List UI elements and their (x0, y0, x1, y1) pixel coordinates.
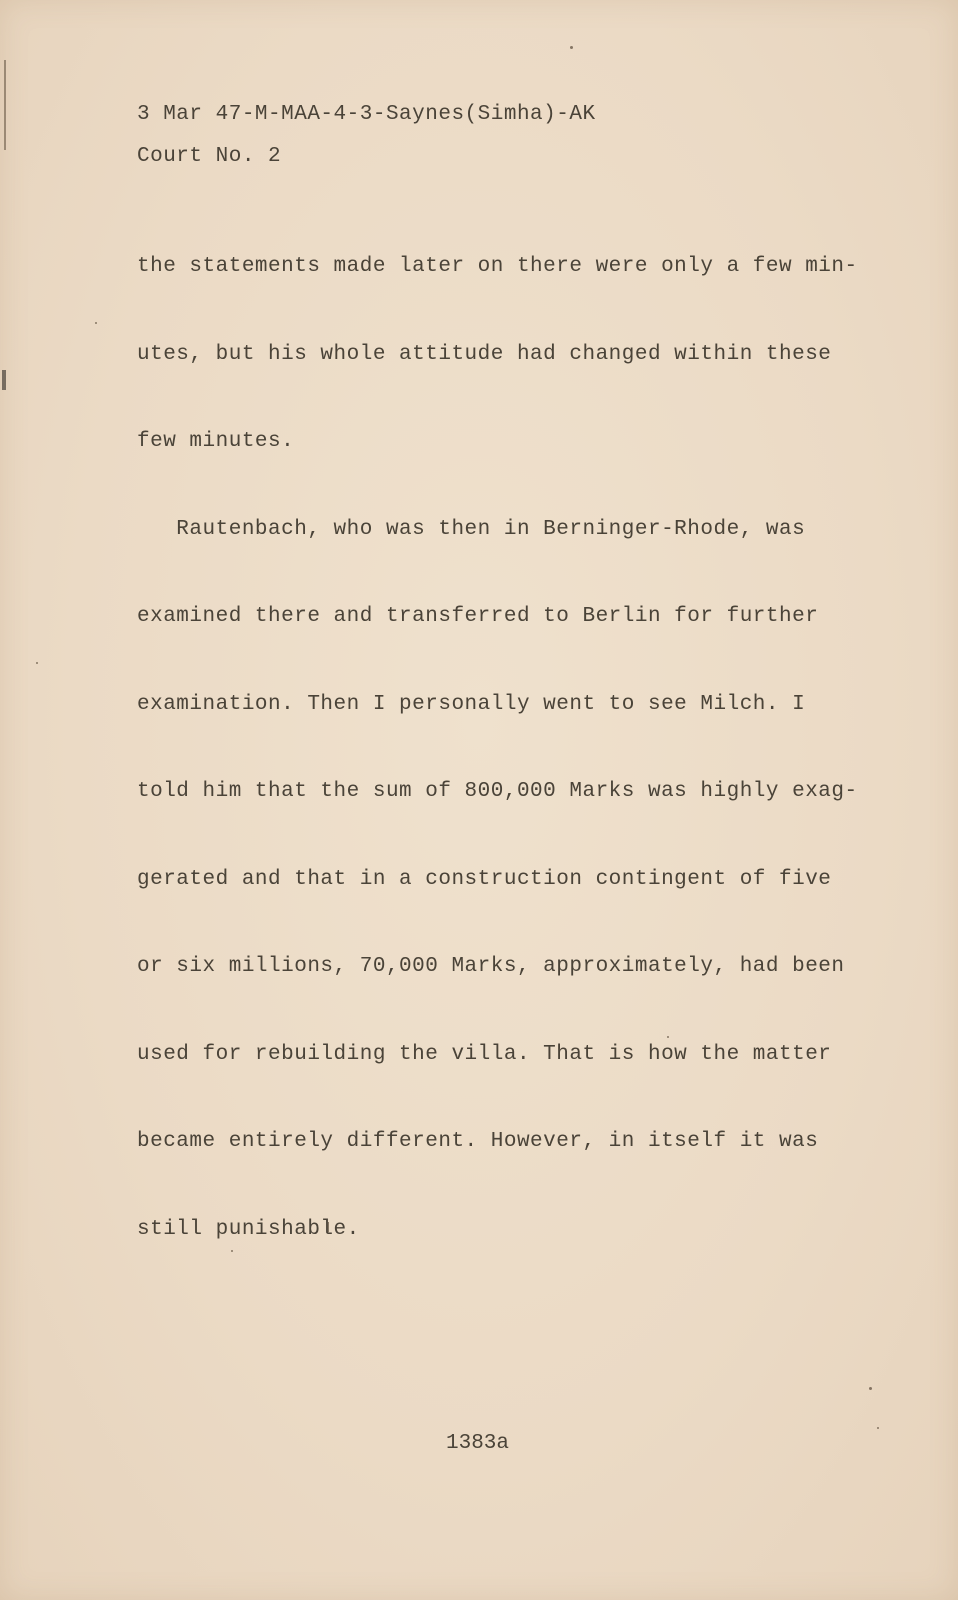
transcript-body (137, 200, 858, 1296)
transcript-line: or six millions, 70,000 Marks, approximately, had been (137, 955, 845, 978)
paper-speck (36, 662, 38, 664)
transcript-line: used for rebuilding the villa. That is how the matter (137, 1042, 832, 1066)
paper-speck (869, 1387, 872, 1390)
paper-edge-mark (4, 60, 6, 150)
page-number: 1383a (446, 1432, 510, 1455)
transcript-line: became entirely different. However, in itself it was (137, 1130, 819, 1153)
transcript-line: few minutes. (137, 430, 295, 453)
transcript-line: examination. Then I personally went to see Milch. I (137, 692, 806, 716)
transcript-line: the statements made later on there were only a few min- (137, 255, 858, 278)
transcript-line: told him that the sum of 800,000 Marks was highly exag- (137, 780, 858, 803)
paper-edge-mark (2, 370, 6, 390)
paper-speck (570, 46, 573, 49)
paper-speck (877, 1427, 879, 1429)
paper-speck (95, 322, 97, 324)
court-number: Court No. 2 (137, 145, 282, 168)
document-reference: 3 Mar 47-M-MAA-4-3-Saynes(Simha)-AK (137, 103, 596, 126)
transcript-line: examined there and transferred to Berlin for further (137, 605, 819, 628)
transcript-line: utes, but his whole attitude had changed within these (137, 342, 832, 366)
transcript-line: Rautenbach, who was then in Berninger-Rhode, was (137, 517, 806, 541)
transcript-line: still punishable. (137, 1217, 360, 1241)
transcript-line: gerated and that in a construction contingent of five (137, 867, 832, 891)
